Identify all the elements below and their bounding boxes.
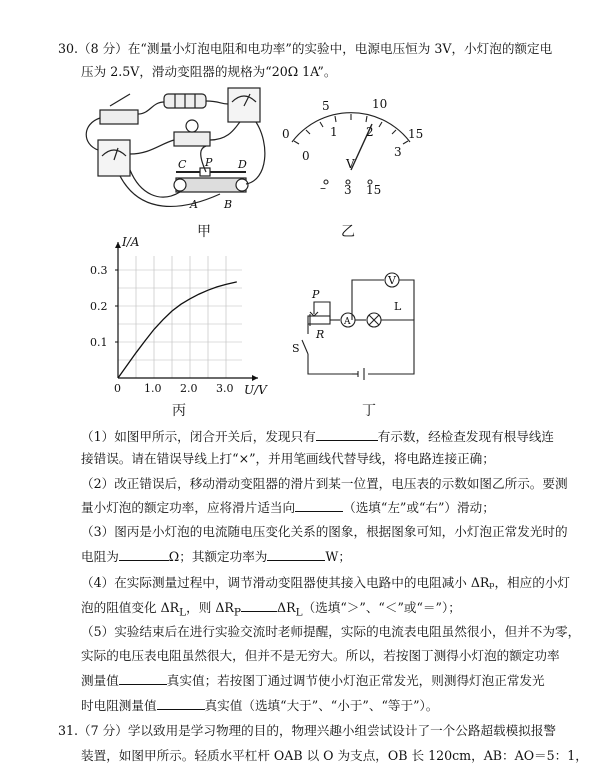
rheostat-label-p: P (205, 156, 213, 169)
q30-part3: （3）图丙是小灯泡的电流随电压变化关系的图象，根据图象可知，小灯泡正常发光时的 (81, 524, 568, 539)
rheostat-label-b: B (224, 198, 233, 211)
terminal-15: 15 (366, 183, 382, 197)
q30-part3-line2: 电阻为 Ω；其额定功率为 W； (81, 549, 351, 564)
y-axis-arrow (115, 242, 121, 248)
lamp-bulb (186, 120, 198, 132)
dial-ticks (294, 114, 408, 144)
x-axis-label: U/V (244, 383, 267, 397)
q30-part4: （4）在实际测量过程中，调节滑动变阻器使其接入电路中的电阻减小 ΔRₚ，相应的小灯 (81, 575, 571, 590)
dial-bottom-label-1: 1 (330, 125, 338, 139)
blank-7[interactable] (157, 697, 205, 710)
blank-6[interactable] (119, 672, 167, 685)
caption-bing: 丙 (172, 403, 186, 419)
q30-part4-line2: 泡的阻值变化 $\Delta R_L$，则 $\Delta R_P$ $\Delta R_L$（选填“＞”、“＜”或“＝”）； (81, 600, 461, 619)
blank-4[interactable] (267, 548, 325, 561)
q30-part1-line2: 接错误。请在错误导线上打“×”，并用笔画线代替导线，将电路连接正确； (81, 451, 495, 466)
label-v: V (388, 274, 396, 287)
blank-1[interactable] (316, 428, 378, 441)
y-tick-label: 0.2 (90, 300, 108, 313)
rheostat-symbol (308, 316, 330, 324)
label-r: R (316, 328, 325, 341)
dial-top-label-0: 0 (282, 127, 290, 141)
rheostat-label-c: C (178, 158, 187, 171)
x-tick-label: 3.0 (216, 382, 234, 395)
terminal-3: 3 (344, 183, 352, 197)
dial-top-label-15: 15 (408, 127, 424, 141)
blank-3[interactable] (119, 548, 169, 561)
q30-part5-line4: 时电阻测量值 真实值（选填“大于”、“小于”、“等于”）。 (81, 698, 439, 713)
y-tick-label: 0.1 (90, 336, 108, 349)
dial-top-label-5: 5 (322, 99, 330, 113)
q31-line1: 31.（7 分）学以致用是学习物理的目的，物理兴趣小组尝试设计了一个公路超载模拟报警 (58, 723, 557, 738)
caption-yi: 乙 (341, 224, 355, 240)
y-axis-label: I/A (122, 236, 140, 249)
y-tick-label: 0.3 (90, 264, 108, 277)
rheostat-label-d: D (238, 158, 247, 171)
ammeter-device (98, 140, 130, 176)
dial-top-label-10: 10 (372, 97, 388, 111)
q30-part1: （1）如图甲所示，闭合开关后，发现只有 有示数，经检查发现有根导线连 (81, 429, 555, 444)
q30-part5: （5）实验结束后在进行实验交流时老师提醒，实际的电流表电阻虽然很小，但并不为零， (81, 624, 581, 639)
figure-yi-voltmeter-dial (280, 94, 440, 214)
q31-line2: 装置，如图甲所示。轻质水平杠杆 OAB 以 O 为支点，OB 长 120cm，AB：AO＝5：1， (81, 748, 588, 763)
caption-ding: 丁 (362, 403, 376, 419)
x-tick-label: 1.0 (144, 382, 162, 395)
dial-bottom-label-3: 3 (394, 145, 402, 159)
caption-jia: 甲 (197, 224, 211, 240)
terminal-minus: – (320, 181, 326, 195)
figure-jia-circuit (80, 84, 280, 224)
q30-header-line2: 压为 2.5V，滑动变阻器的规格为“20Ω 1A”。 (81, 64, 337, 79)
label-a: A (344, 317, 351, 327)
label-l: L (394, 300, 402, 313)
label-p: P (312, 288, 320, 301)
lamp-holder (174, 132, 210, 146)
rheostat-slider (310, 306, 318, 316)
q30-part5-line3: 测量值 真实值；若按图丁通过调节使小灯泡正常发光，则测得灯泡正常发光 (81, 673, 545, 688)
blank-2[interactable] (295, 499, 343, 512)
figure-bing-iu-chart (88, 236, 278, 398)
blank-5[interactable] (241, 599, 277, 612)
q30-header: 30.（8 分）在“测量小灯泡电阻和电功率”的实验中，电源电压恒为 3V，小灯泡的额定电 (58, 41, 553, 56)
x-axis-arrow (252, 375, 258, 381)
dial-unit: V (346, 157, 355, 171)
q30-part5-line2: 实际的电压表电阻虽然很大，但并不是无穷大。所以，若按图丁测得小灯泡的额定功率 (81, 648, 560, 663)
dial-bottom-label-2: 2 (366, 125, 374, 139)
q30-part2: （2）改正错误后，移动滑动变阻器的滑片到某一位置，电压表的示数如图乙所示。要测 (81, 476, 568, 491)
switch-blade (110, 94, 130, 106)
x-tick-label: 2.0 (180, 382, 198, 395)
switch-base (100, 110, 138, 124)
label-s: S (292, 342, 300, 355)
dial-bottom-label-0: 0 (302, 149, 310, 163)
q30-part2-line2: 量小灯泡的额定功率，应将滑片适当向 （选填“左”或“右”）滑动； (81, 500, 495, 515)
rheostat-label-a: A (190, 198, 198, 211)
figure-ding-schematic (290, 268, 430, 384)
switch-symbol (302, 340, 308, 354)
x-tick-label: 0 (114, 382, 121, 395)
